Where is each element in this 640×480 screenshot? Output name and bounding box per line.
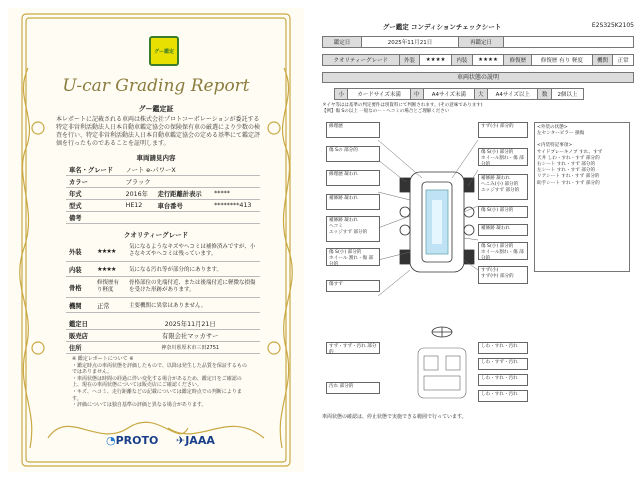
grade-row: [66, 277, 260, 298]
goo-logo: [149, 36, 179, 66]
size-medium-value: A4サイズ未満: [424, 89, 474, 100]
vehicle-row: [66, 176, 260, 188]
grade-text: 気になる汚れ等が部分的にあります。: [126, 262, 260, 277]
reinspection-date-value: [504, 37, 634, 48]
sheet-footer: 車両状態の確認は、停止状態で実施できる範囲で行っています。: [322, 414, 467, 420]
count-label: 数: [538, 89, 551, 100]
vehicle-row: [66, 212, 260, 224]
side-note: 左センターピラー 損傷: [537, 131, 585, 137]
note-item: ・車両状態は時間の経過に伴い変化する場合があるため、鑑定日をご確認の上、現在の車両状態については販売店にご確認ください。: [72, 375, 242, 389]
goo-logo-text: グー鑑定: [153, 49, 174, 55]
grade-stars: ★★★★: [94, 262, 126, 277]
row-value: HE12: [123, 200, 155, 212]
row-label: 年式: [66, 188, 123, 200]
callout-box: すず(小) 部分的: [478, 122, 528, 138]
vehicle-row: [66, 188, 260, 200]
row-label: 車名・グレード: [66, 164, 123, 176]
vehicle-table: [66, 164, 260, 224]
note-item: ・キズ、ヘコミ、走行距離などの記載については鑑定時点での判断によります。: [72, 388, 242, 402]
grade-label: 外装: [66, 241, 94, 262]
row-value: ********413: [211, 200, 260, 212]
side-note: 右シート すれ・すず 部分的: [537, 162, 596, 168]
side-notes-panel: [534, 122, 630, 272]
callout-box: 補修跡 凝われ: [326, 194, 380, 210]
steering-wheel-icon: [432, 327, 452, 337]
grade-text: 主要機関に異常はありません。: [126, 298, 260, 313]
callout-box: しわ・すず・汚れ: [478, 358, 528, 370]
legend-note: タイヤ等はは基準の判定要件は別資料にて判断されます。(その意味であります): [322, 103, 483, 108]
row-label: カラー: [66, 176, 123, 188]
row-value: *****: [211, 188, 260, 200]
grade-label: 機関: [66, 298, 94, 313]
row-label: 車台番号: [155, 200, 212, 212]
callout-box: すず(小) すず(中) 部分的: [478, 266, 528, 284]
inspection-date-value: 2025年11月21日: [362, 37, 459, 48]
callout-box: 傷 S(小) 部分的 ホイール 割れ・傷 部分的: [326, 248, 380, 266]
car-top-view: [400, 172, 474, 272]
proto-mark-icon: ◔: [106, 434, 116, 447]
grade-text: 骨格部位の先端付近、または後端付近に軽微な損傷を受けた形跡があります。: [126, 277, 260, 298]
count-value: 2個以上: [551, 89, 583, 100]
date-label: 鑑定日: [66, 318, 120, 330]
callout-box: 傷 Sの 部分的: [326, 146, 380, 162]
certificate-intro: 本レポートに記載される車両は株式会社プロトコーポレーションが委託する特定非営利活動法人日本自動車鑑定協会の保険保有車の厳選により少数の検査を行い、特定非営利活動法人日本自動車鑑定協会の定める基準にて鑑定評価を行ったものであることを証明します。: [56, 116, 261, 147]
size-small-value: カードサイズ未満: [348, 89, 410, 100]
callout-box: すず・すず・汚れ 部分的: [326, 342, 380, 354]
note-item: ・鑑定時点の車両状態を評価したもので、以降は発生した品質を保証するものではありません。: [72, 362, 247, 376]
shop-row: [66, 342, 260, 354]
vehicle-row: [66, 200, 260, 212]
jaaa-logo: [176, 434, 215, 447]
vehicle-row: [66, 164, 260, 176]
side-note: 左シート すれ・すず 部分的: [537, 168, 596, 174]
interior-stars: ★★★★: [472, 55, 504, 66]
grade-row: [66, 262, 260, 277]
callout-box: しわ・すれ・汚れ: [478, 390, 528, 402]
row-value: [123, 212, 260, 224]
grading-certificate: [8, 8, 304, 472]
sheet-code: E2S325K2105: [591, 22, 634, 29]
date-value: 2025年11月21日: [120, 318, 260, 330]
note-item: ・評価については独自基準の評価と異なる場合があります。: [72, 402, 207, 409]
address-label: 住所: [66, 342, 120, 354]
grade-label: 骨格: [66, 277, 94, 298]
interior-label: 内装: [452, 55, 473, 66]
side-note: <内装特記事項>: [537, 143, 573, 149]
section-quality-heading: クオリティーグレード: [123, 231, 189, 239]
callout-box: 補修跡 凝われ へこみ(小) 部分的 エッジすず 部分的: [478, 174, 528, 200]
quality-grade-label: クオリティーグレード: [323, 55, 400, 66]
repair-history-label: 修復歴: [504, 55, 532, 66]
grade-text: 気になるようなキズやヘコミは補修済みですが、小さなキズやヘコミは残っています。: [126, 241, 260, 262]
interior-seats: [418, 348, 466, 398]
size-small-label: 小: [335, 89, 348, 100]
callout-box: 補修跡 凝われ: [478, 224, 528, 236]
callout-box: 傷 S(小) 部分的 ホイール割れ・傷 部分的: [478, 148, 528, 166]
vehicle-diagram-area: [322, 120, 634, 410]
size-legend-table: [334, 88, 584, 100]
engine-value: 正常: [613, 55, 634, 66]
callout-box: 傷すず: [326, 280, 380, 292]
shop-table: [66, 318, 260, 354]
sheet-title: グー鑑定 コンディションチェックシート: [382, 23, 502, 31]
legend-note-2: 【例】傷 Sの以上 一般なのー・ヘコミの場合とご理解ください: [322, 109, 450, 114]
inspection-date-label: 鑑定日: [323, 37, 362, 48]
reinspection-date-label: 再鑑定日: [459, 37, 504, 48]
grade-stars: ★★★★: [94, 241, 126, 262]
callout-box: 補修跡 凝われ ヘコミ エッジすず 部分的: [326, 216, 380, 242]
row-label: 走行距離計表示: [155, 188, 212, 200]
condition-check-sheet: [322, 22, 634, 114]
repair-history-value: 修復歴 有り 軽度: [532, 55, 593, 66]
callout-box: 修理歴: [326, 122, 380, 138]
size-large-value: A4サイズ以上: [488, 89, 538, 100]
side-note: 天井 しわ・すれ・すず 部分的: [537, 155, 600, 161]
jaaa-mark-icon: ✈: [176, 434, 186, 447]
grade-row: [66, 298, 260, 313]
side-note: 助手シート すれ・すず 部分的: [537, 180, 600, 186]
callout-box: 修理歴 凝われ: [326, 170, 380, 186]
callout-box: 汚れ 部分的: [326, 382, 380, 394]
row-value: ブラック: [123, 176, 260, 188]
callout-box: 傷 S(小) 部分的: [478, 206, 528, 218]
proto-logo: [106, 434, 158, 447]
row-value: ノート e-パワーX: [123, 164, 260, 176]
shop-label: 販売店: [66, 330, 120, 342]
side-note: リアシート すれ・すず 部分的: [537, 174, 600, 180]
size-medium-label: 中: [410, 89, 423, 100]
row-label: 備考: [66, 212, 123, 224]
proto-logo-text: PROTO: [115, 434, 159, 447]
certificate-notes: [72, 356, 248, 409]
row-value: 2016年: [123, 188, 155, 200]
jaaa-logo-text: JAAA: [185, 434, 215, 447]
section-vehicle-heading: 車両請見内容: [136, 154, 176, 162]
certificate-title: U-car Grading Report: [62, 76, 250, 96]
side-note: サイドブレーキノブ すれ、すず: [537, 149, 603, 155]
row-label: 型式: [66, 200, 123, 212]
quality-grade-table: [322, 54, 634, 66]
grade-row: [66, 241, 260, 262]
engine-label: 機関: [592, 55, 613, 66]
certificate-header: グー鑑定証: [138, 105, 174, 113]
callout-box: しわ・すれ・汚れ: [478, 374, 528, 386]
section-heading: 車両状態の説明: [322, 72, 634, 83]
notes-title: ※ 鑑定レポートについて ※: [72, 356, 134, 362]
shop-row: [66, 330, 260, 342]
grade-stars: 修復歴有り軽度: [94, 277, 126, 298]
grade-label: 内装: [66, 262, 94, 277]
quality-table: [66, 241, 260, 313]
shop-row: [66, 318, 260, 330]
shop-value: 有限会社マッカサー: [120, 330, 260, 342]
exterior-stars: ★★★★: [420, 55, 452, 66]
side-note: <外装の状態>: [537, 125, 568, 130]
size-large-label: 大: [474, 89, 487, 100]
address-value: 神奈川県厚木市三田2751: [120, 342, 260, 354]
date-table: [322, 36, 634, 48]
grade-stars: 正常: [94, 298, 126, 313]
exterior-label: 外装: [399, 55, 420, 66]
callout-box: 傷 S(小) 部分的 ホイール割れ・傷 部分的: [478, 242, 528, 260]
callout-box: しわ・すれ・汚れ: [478, 342, 528, 354]
